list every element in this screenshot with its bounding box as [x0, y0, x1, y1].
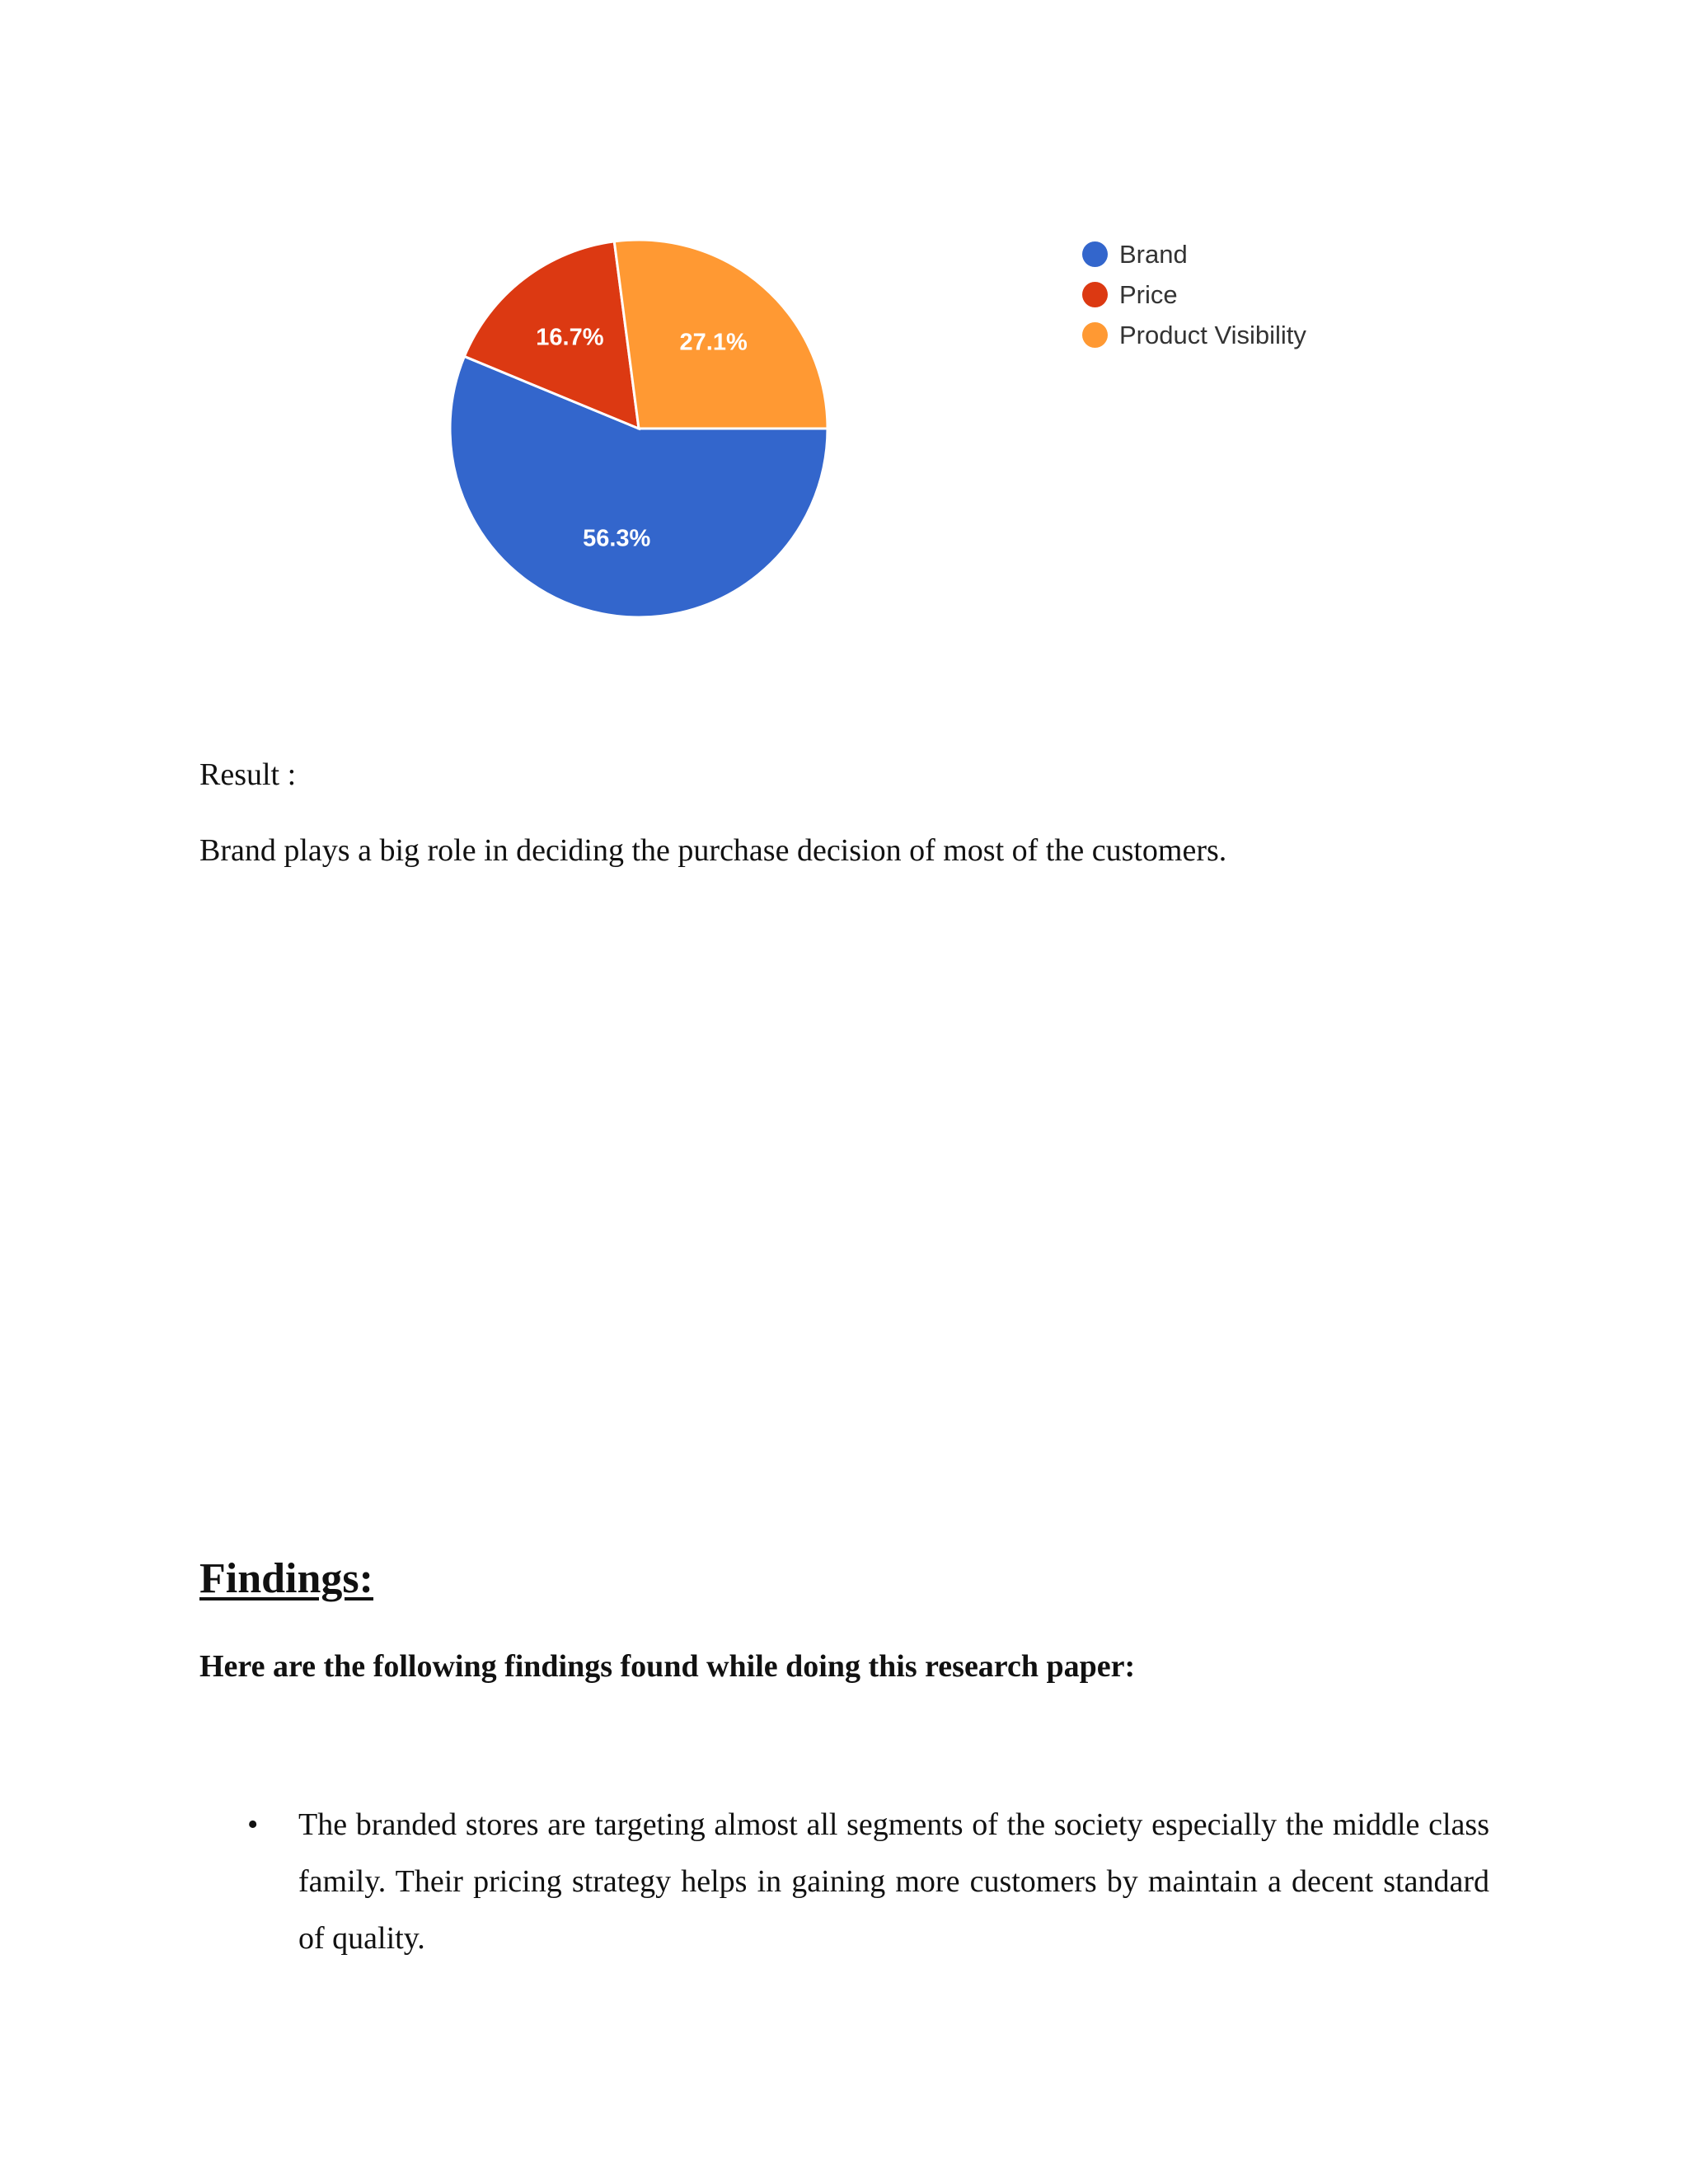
- legend-label-price: Price: [1119, 279, 1178, 309]
- legend-item-product-visibility: [1082, 315, 1306, 355]
- legend-item-price: [1082, 274, 1306, 315]
- legend-item-brand: [1082, 234, 1306, 274]
- findings-item-text: The branded stores are targeting almost all segments of the society especially the middle class family. Their pricing strategy helps in gaining more customers by maintain a decent standard of quality.: [298, 1807, 1489, 1956]
- legend-swatch-brand: [1082, 241, 1108, 267]
- legend-label-product-visibility: Product Visibility: [1119, 320, 1306, 349]
- pie-label-price: 16.7%: [536, 324, 604, 351]
- chart-legend: [1082, 234, 1306, 355]
- legend-swatch-price: [1082, 282, 1108, 307]
- bullet-icon: •: [247, 1807, 259, 1842]
- result-label: Result :: [199, 757, 297, 792]
- pie-label-brand: 56.3%: [583, 525, 651, 552]
- findings-list-item: [199, 1797, 1489, 1967]
- legend-label-brand: Brand: [1119, 239, 1188, 269]
- findings-intro: Here are the following findings found while doing this research paper:: [199, 1649, 1136, 1684]
- result-text: Brand plays a big role in deciding the purchase decision of most of the customers.: [199, 833, 1227, 868]
- findings-list: [199, 1797, 1489, 1967]
- findings-heading: Findings:: [199, 1555, 373, 1602]
- pie-chart: [445, 235, 832, 622]
- legend-swatch-product-visibility: [1082, 322, 1108, 348]
- pie-label-product-visibility: 27.1%: [679, 329, 748, 356]
